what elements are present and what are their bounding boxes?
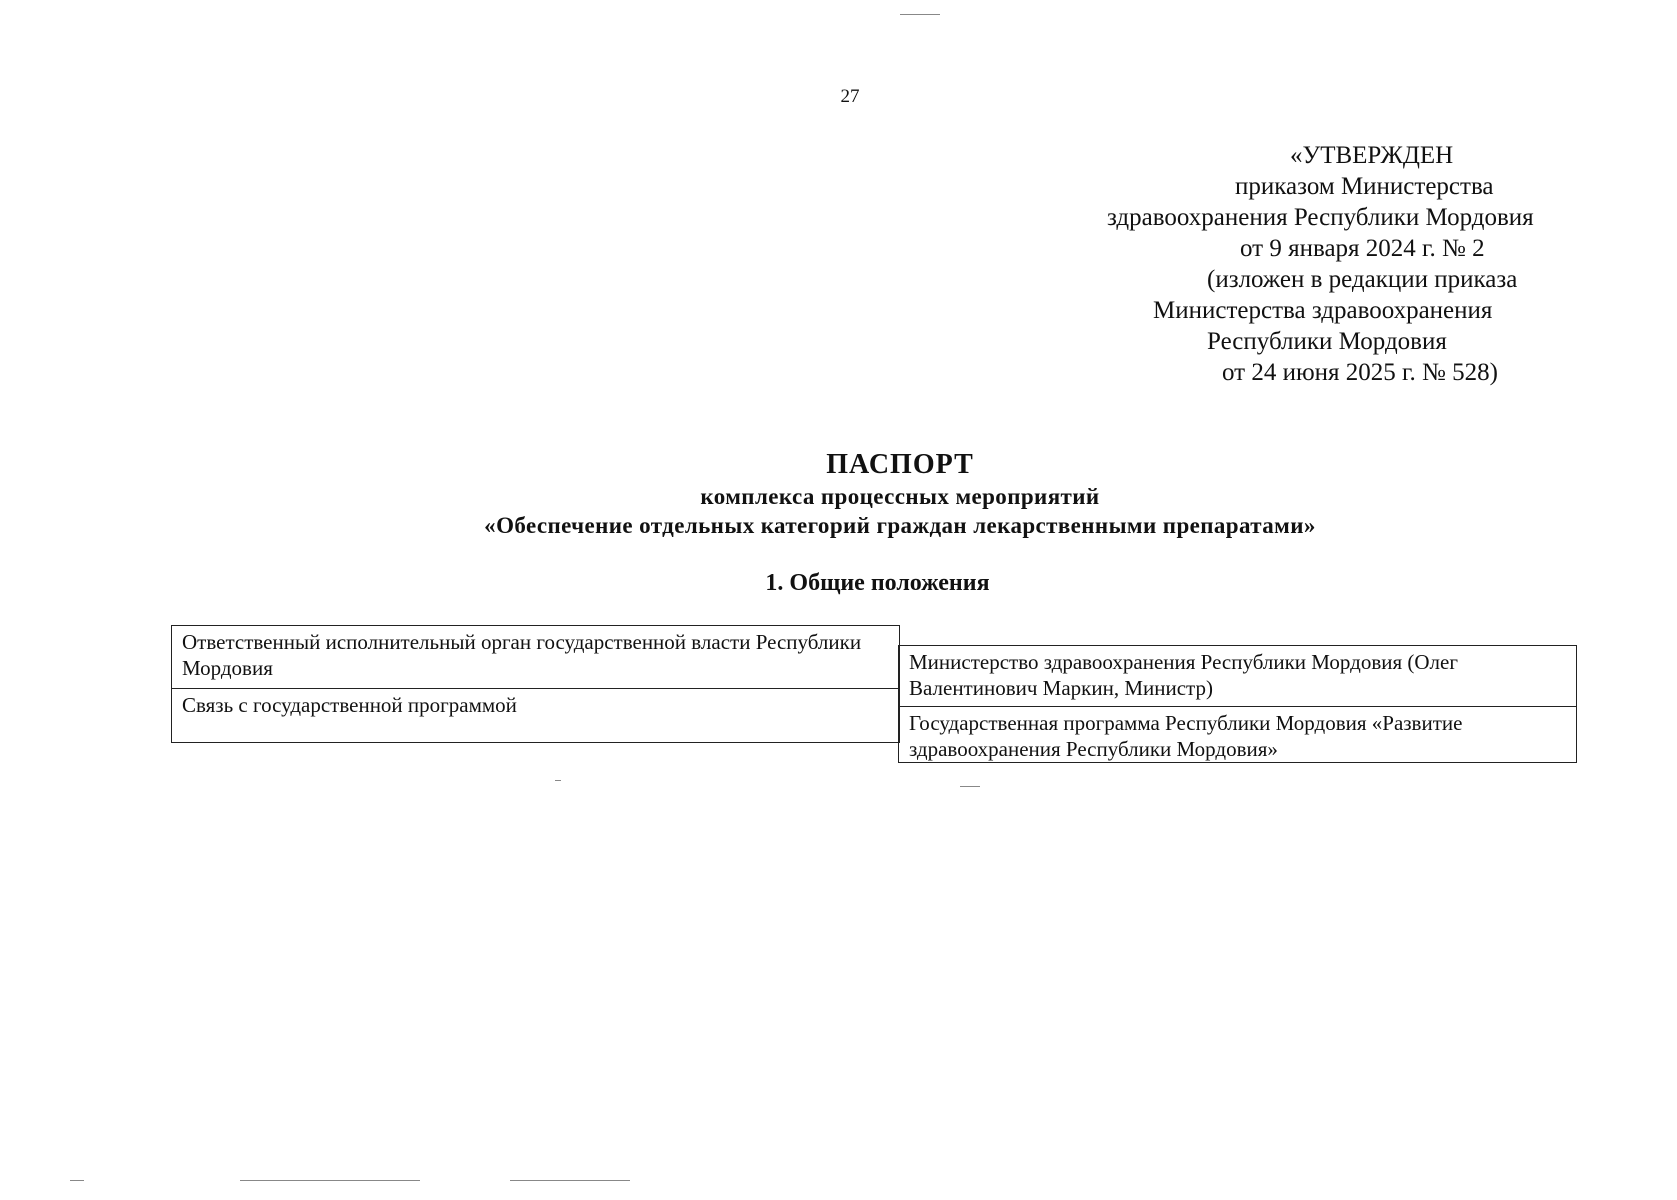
page-number: 27 <box>840 86 860 107</box>
scan-artifact <box>240 1180 420 1181</box>
scan-artifact <box>510 1180 630 1181</box>
table-cell-label: Ответственный исполнительный орган государственной власти Республики Мордовия <box>171 625 900 689</box>
scan-artifact <box>70 1180 84 1181</box>
document-title <box>0 448 1677 540</box>
approval-line: «УТВЕРЖДЕН <box>1290 142 1454 169</box>
table-cell-label: Связь с государственной программой <box>171 688 900 743</box>
approval-line: здравоохранения Республики Мордовия <box>1107 204 1534 231</box>
approval-line: от 9 января 2024 г. № 2 <box>1240 235 1485 262</box>
table-cell-value: Государственная программа Республики Мордовия «Развитие здравоохранения Республики Мордовия» <box>898 706 1577 763</box>
approval-line: Министерства здравоохранения <box>1153 297 1493 324</box>
approval-line: Республики Мордовия <box>1207 328 1447 355</box>
scan-artifact <box>960 786 980 787</box>
scan-artifact <box>555 780 561 781</box>
title-program-name: «Обеспечение отдельных категорий граждан лекарственными препаратами» <box>484 513 1316 538</box>
approval-stamp-block <box>1095 140 1677 388</box>
title-main: ПАСПОРТ <box>826 449 974 480</box>
scan-artifact <box>900 14 940 15</box>
approval-line: (изложен в редакции приказа <box>1207 266 1518 293</box>
approval-line: приказом Министерства <box>1235 173 1494 200</box>
title-subtitle: комплекса процессных мероприятий <box>700 484 1100 509</box>
approval-line: от 24 июня 2025 г. № 528) <box>1222 359 1498 386</box>
table-cell-value: Министерство здравоохранения Республики Мордовия (Олег Валентинович Маркин, Министр) <box>898 645 1577 707</box>
section-heading: 1. Общие положения <box>765 570 990 596</box>
